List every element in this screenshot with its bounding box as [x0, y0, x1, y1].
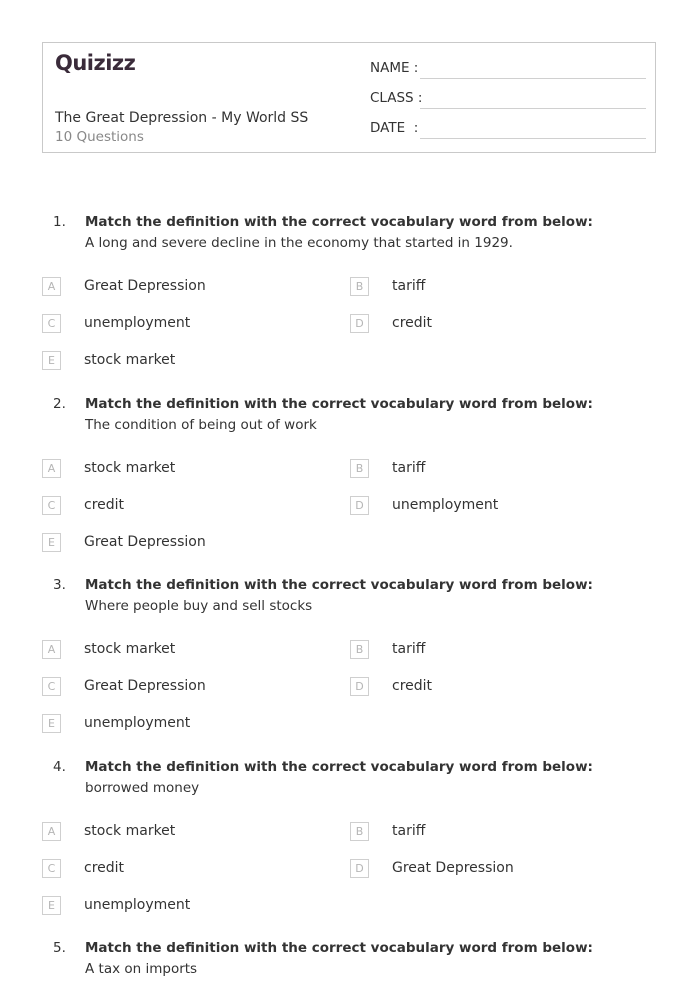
option-text: stock market — [84, 641, 176, 657]
date-field[interactable] — [420, 138, 646, 139]
option-letter-box[interactable]: A — [42, 822, 61, 841]
option-text: stock market — [84, 352, 176, 368]
question-number: 4. — [53, 759, 66, 775]
question-prompt: Match the definition with the correct vocabulary word from below: — [85, 577, 593, 593]
option-letter-box[interactable]: D — [350, 859, 369, 878]
option-letter-box[interactable]: B — [350, 640, 369, 659]
option-letter-box[interactable]: C — [42, 314, 61, 333]
worksheet-header — [42, 42, 656, 153]
option-letter-box[interactable]: C — [42, 677, 61, 696]
option-letter-box[interactable]: D — [350, 496, 369, 515]
option-text: credit — [84, 860, 125, 876]
question-definition: Where people buy and sell stocks — [85, 598, 313, 614]
option-text: credit — [84, 497, 125, 513]
question-definition: A long and severe decline in the economy that started in 1929. — [85, 235, 513, 251]
question-prompt: Match the definition with the correct vocabulary word from below: — [85, 759, 593, 775]
option-text: Great Depression — [84, 534, 206, 550]
option-text: credit — [392, 678, 433, 694]
option-letter-box[interactable]: C — [42, 496, 61, 515]
question-definition: The condition of being out of work — [85, 417, 317, 433]
option-letter-box[interactable]: D — [350, 677, 369, 696]
option-text: tariff — [392, 823, 426, 839]
question-count: 10 Questions — [55, 129, 144, 145]
option-letter-box[interactable]: E — [42, 533, 61, 552]
option-text: stock market — [84, 823, 176, 839]
option-letter-box[interactable]: A — [42, 640, 61, 659]
quizizz-logo: Quizizz — [55, 51, 136, 75]
option-letter-box[interactable]: A — [42, 277, 61, 296]
option-letter-box[interactable]: B — [350, 822, 369, 841]
option-letter-box[interactable]: D — [350, 314, 369, 333]
option-letter-box[interactable]: B — [350, 277, 369, 296]
name-field[interactable] — [420, 78, 646, 79]
date-label: DATE : — [370, 120, 419, 136]
option-text: tariff — [392, 460, 426, 476]
name-label: NAME : — [370, 60, 419, 76]
option-letter-box[interactable]: B — [350, 459, 369, 478]
question-definition: A tax on imports — [85, 961, 198, 977]
option-text: unemployment — [84, 897, 191, 913]
option-text: tariff — [392, 278, 426, 294]
option-letter-box[interactable]: E — [42, 896, 61, 915]
option-letter-box[interactable]: A — [42, 459, 61, 478]
question-prompt: Match the definition with the correct vocabulary word from below: — [85, 214, 593, 230]
question-prompt: Match the definition with the correct vocabulary word from below: — [85, 396, 593, 412]
option-letter-box[interactable]: C — [42, 859, 61, 878]
question-number: 5. — [53, 940, 66, 956]
question-number: 3. — [53, 577, 66, 593]
option-text: unemployment — [392, 497, 499, 513]
class-label: CLASS : — [370, 90, 423, 106]
option-text: tariff — [392, 641, 426, 657]
question-definition: borrowed money — [85, 780, 200, 796]
option-text: Great Depression — [84, 678, 206, 694]
class-field[interactable] — [420, 108, 646, 109]
option-text: Great Depression — [392, 860, 514, 876]
option-text: unemployment — [84, 315, 191, 331]
option-text: Great Depression — [84, 278, 206, 294]
question-prompt: Match the definition with the correct vocabulary word from below: — [85, 940, 593, 956]
question-number: 1. — [53, 214, 66, 230]
option-text: credit — [392, 315, 433, 331]
option-text: stock market — [84, 460, 176, 476]
option-letter-box[interactable]: E — [42, 351, 61, 370]
worksheet-title: The Great Depression - My World SS — [55, 110, 309, 126]
option-text: unemployment — [84, 715, 191, 731]
option-letter-box[interactable]: E — [42, 714, 61, 733]
question-number: 2. — [53, 396, 66, 412]
